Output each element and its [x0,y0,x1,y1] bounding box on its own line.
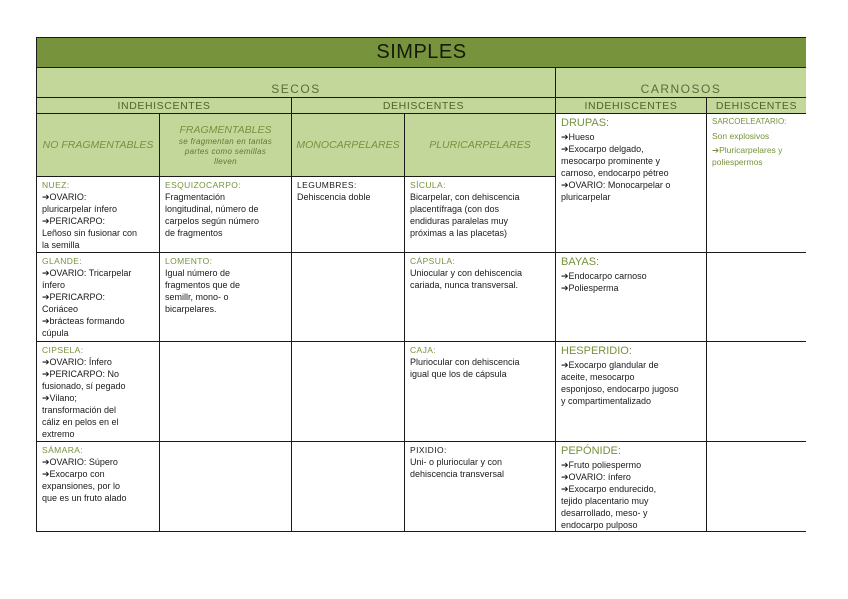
category-note-line: partes como semillas [184,146,267,156]
description-line: ➔brácteas formando [42,316,125,326]
description-line: Igual número de [165,268,231,278]
description-line: y compartimentalizado [561,396,652,406]
table-title: SIMPLES [376,41,467,63]
empty-cell [707,253,806,342]
subgroup-secos-dehiscentes [292,98,556,114]
subgroup-label: INDEHISCENTES [584,99,678,112]
description-line: endocarpo pulposo [561,520,638,530]
description-line: ➔Endocarpo carnoso [561,271,647,281]
description-line: Uniocular y con dehiscencia [410,268,523,278]
cell-samara [36,442,160,532]
subgroup-label: DEHISCENTES [382,99,465,112]
fruit-name: HESPERIDIO: [561,345,632,357]
description-line: transformación del [42,405,117,415]
subgroup-label: INDEHISCENTES [117,99,211,112]
description-line: ➔Fruto poliespermo [561,460,642,470]
description-line: ➔Hueso [561,132,595,142]
description-line: ➔OVARIO: [42,192,87,202]
description-line: ➔OVARIO: Súpero [42,457,118,467]
description-line: desarrollado, meso- y [561,508,648,518]
description-line: que es un fruto alado [42,493,127,503]
fruit-name: GLANDE: [42,256,83,266]
fruit-name: CAJA: [410,345,437,355]
cell-esquizocarpo [160,177,292,253]
description-line: poliespermos [712,157,763,167]
empty-cell [292,342,405,442]
description-line: carpelos según número [165,216,260,226]
description-line: extremo [42,429,75,439]
cell-caja [405,342,556,442]
description-line: ➔OVARIO: Tricarpelar [42,268,132,278]
title-band [36,37,806,68]
fruit-name: LEGUMBRES: [297,180,357,190]
category-label: FRAGMENTABLES [179,123,272,136]
subgroup-carnosos-indehiscentes [556,98,707,114]
description-line: Bicarpelar, con dehiscencia [410,192,520,202]
empty-cell [707,442,806,532]
description-line: carnoso, endocarpo pétreo [561,168,669,178]
category-note-line: lleven [214,156,237,166]
description-line: pluricarpelar ínfero [42,204,118,214]
description-line: ➔PERICARPO: No [42,369,120,379]
description-line: Fragmentación [165,192,226,202]
cell-hesperidio [556,342,707,442]
description-line: igual que los de cápsula [410,369,507,379]
description-line: cariada, nunca transversal. [410,280,519,290]
empty-cell [292,442,405,532]
description-line: ➔Vilano; [42,393,77,403]
cell-capsula [405,253,556,342]
cell-nuez [36,177,160,253]
description-line: Son explosivos [712,131,770,141]
description-line: expansiones, por lo [42,481,121,491]
description-line: ➔Poliesperma [561,283,619,293]
category-pluricarpelares [405,114,556,177]
description-line: ➔Exocarpo glandular de [561,360,659,370]
description-line: cáliz en pelos en el [42,417,119,427]
fruit-name: NUEZ: [42,180,70,190]
group-label: SECOS [271,82,321,96]
description-line: la semilla [42,240,80,250]
description-line: placentífraga (con dos [410,204,500,214]
description-line: ➔Exocarpo con [42,469,105,479]
fruit-name: ESQUIZOCARPO: [165,180,242,190]
subgroup-label: DEHISCENTES [715,99,798,112]
category-label: NO FRAGMENTABLES [42,138,154,151]
subgroup-secos-indehiscentes [36,98,292,114]
description-line: Coriáceo [42,304,79,314]
fruit-name: LOMENTO: [165,256,213,266]
fruit-name: SÁMARA: [42,445,84,455]
description-line: ➔OVARIO: ínfero [561,472,631,482]
category-note-line: se fragmentan en tantas [178,136,273,146]
fruit-name: SÍCULA: [410,180,446,190]
cell-drupas [556,114,707,253]
description-line: ínfero [42,280,66,290]
description-line: de fragmentos [165,228,223,238]
cell-peponide [556,442,707,532]
group-secos [36,68,556,98]
cell-lomento [160,253,292,342]
description-line: semillr, mono- o [165,292,229,302]
description-line: Leñoso sin fusionar con [42,228,138,238]
description-line: ➔PERICARPO: [42,292,106,302]
fruit-name: DRUPAS: [561,117,610,129]
description-line: fusionado, sí pegado [42,381,126,391]
category-label: MONOCARPELARES [296,138,400,151]
category-fragmentables [160,114,292,177]
description-line: endiduras paralelas muy [410,216,509,226]
fruit-name: BAYAS: [561,256,600,268]
description-line: ➔Exocarpo endurecido, [561,484,657,494]
cell-legumbres [292,177,405,253]
description-line: Dehiscencia doble [297,192,371,202]
description-line: ➔PERICARPO: [42,216,106,226]
description-line: Uni- o pluriocular y con [410,457,503,467]
description-line: longitudinal, número de [165,204,259,214]
description-line: próximas a las placetas) [410,228,508,238]
category-label: PLURICARPELARES [429,138,531,151]
cell-sicula [405,177,556,253]
description-line: mesocarpo prominente y [561,156,661,166]
description-line: fragmentos que de [165,280,241,290]
description-line: aceite, mesocarpo [561,372,635,382]
description-line: ➔Exocarpo delgado, [561,144,644,154]
cell-sarcoeleatario [707,114,806,253]
category-no-fragmentables [36,114,160,177]
cell-glande [36,253,160,342]
fruit-name: SARCOELEATARIO: [712,117,787,126]
cell-cipsela [36,342,160,442]
cell-bayas [556,253,707,342]
group-label: CARNOSOS [640,82,722,96]
description-line: ➔OVARIO: Ínfero [42,357,112,367]
group-carnosos [556,68,806,98]
subgroup-carnosos-dehiscentes [707,98,806,114]
description-line: ➔Pluricarpelares y [712,145,783,155]
empty-cell [707,342,806,442]
fruit-name: PIXIDIO: [410,445,447,455]
fruit-name: CÁPSULA: [410,256,456,266]
empty-cell [160,342,292,442]
description-line: pluricarpelar [561,192,611,202]
description-line: tejido placentario muy [561,496,649,506]
cell-pixidio [405,442,556,532]
description-line: Pluriocular con dehiscencia [410,357,520,367]
description-line: ➔OVARIO: Monocarpelar o [561,180,671,190]
description-line: dehiscencia transversal [410,469,505,479]
fruit-name: PEPÓNIDE: [561,445,621,457]
description-line: bicarpelares. [165,304,217,314]
empty-cell [292,253,405,342]
category-monocarpelares [292,114,405,177]
fruit-name: CIPSELA: [42,345,84,355]
description-line: esponjoso, endocarpo jugoso [561,384,679,394]
description-line: cúpula [42,328,69,338]
empty-cell [160,442,292,532]
